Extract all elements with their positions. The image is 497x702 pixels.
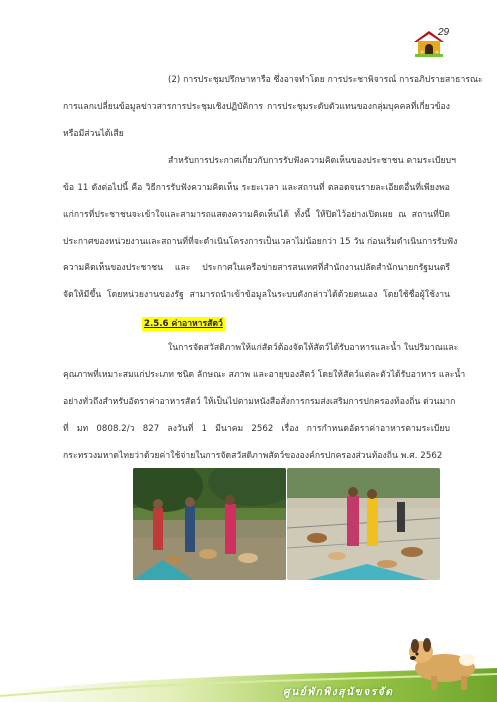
text-line: ในการจัดสวัสดิภาพให้แก่สัตว์ต้องจัดให้สัตว์ได้รับอาหารและน้ำ ในปริมาณและ: [168, 343, 459, 353]
photo-feeding-dogs-right: [287, 468, 440, 580]
text-line: คุณภาพที่เหมาะสมแก่ประเภท ชนิด ลักษณะ สภาพ และอายุของสัตว์ โดยให้สัตว์แต่ละตัวได้รับอาหาร และน้ำ: [63, 370, 466, 380]
section-heading: 2.5.6 ค่าอาหารสัตว์: [144, 319, 223, 329]
page-number: 29: [438, 27, 450, 38]
text-line: (2) การประชุมปรึกษาหารือ ซึ่งอาจทำโดย การประชาพิจารณ์ การอภิปรายสาธารณะ: [168, 75, 483, 85]
text-line: แก่การที่ประชาชนจะเข้าใจและสามารถแสดงความคิดเห็นได้ ทั้งนี้ ให้ปิดไว้อย่างเปิดเผย ณ สถานที่ปิด: [63, 210, 450, 220]
doghouse-icon: [413, 30, 445, 58]
text-line: อย่างทั่วถึงสำหรับอัตราค่าอาหารสัตว์ ให้เป็นไปตามหนังสือสั่งการกรมส่งเสริมการปกครองท้องถิ่น ด่วนมาก: [63, 397, 456, 407]
photo-feeding-dogs-left: [133, 468, 286, 580]
text-line: สำหรับการประกาศเกี่ยวกับการรับฟังความคิดเห็นของประชาชน ตามระเบียบฯ: [168, 156, 456, 166]
text-line: การแลกเปลี่ยนข้อมูลข่าวสารการประชุมเชิงปฏิบัติการ การประชุมระดับตัวแทนของกลุ่มบุคคลที่เกี่ยวข้อง: [63, 102, 450, 112]
section-heading-highlight: [142, 317, 225, 331]
text-line: ความคิดเห็นของประชาชน และ ประกาศในเครือข่ายสารสนเทศที่สำนักงานปลัดสำนักนายกรัฐมนตรี: [63, 263, 450, 273]
footer-banner: [0, 630, 497, 702]
footer-title: ศูนย์พักพิงสุนัขจรจัด: [283, 686, 394, 698]
text-line: หรือมีส่วนได้เสีย: [63, 129, 124, 139]
text-line: ข้อ 11 ดังต่อไปนี้ คือ วิธีการรับฟังความคิดเห็น ระยะเวลา และสถานที่ ตลอดจนรายละเอียดอื่นที่เพียงพอ: [63, 183, 450, 193]
text-line: จัดให้มีขึ้น โดยหน่วยงานของรัฐ สามารถนำเข้าข้อมูลในระบบดังกล่าวได้ด้วยตนเอง โดยใช้ชื่อผู้ใช้งาน: [63, 290, 450, 300]
text-line: ประกาศของหน่วยงานและสถานที่ที่จะดำเนินโครงการเป็นเวลาไม่น้อยกว่า 15 วัน ก่อนเริ่มดำเนินการรับฟัง: [63, 237, 458, 247]
text-line: กระทรวงมหาดไทยว่าด้วยค่าใช้จ่ายในการจัดสวัสดิภาพสัตว์ขององค์กรปกครองส่วนท้องถิ่น พ.ศ. 2562: [63, 451, 443, 461]
text-line: ที่ มท 0808.2/ว 827 ลงวันที่ 1 มีนาคม 2562 เรื่อง การกำหนดอัตราค่าอาหารตามระเบียบ: [63, 424, 450, 434]
